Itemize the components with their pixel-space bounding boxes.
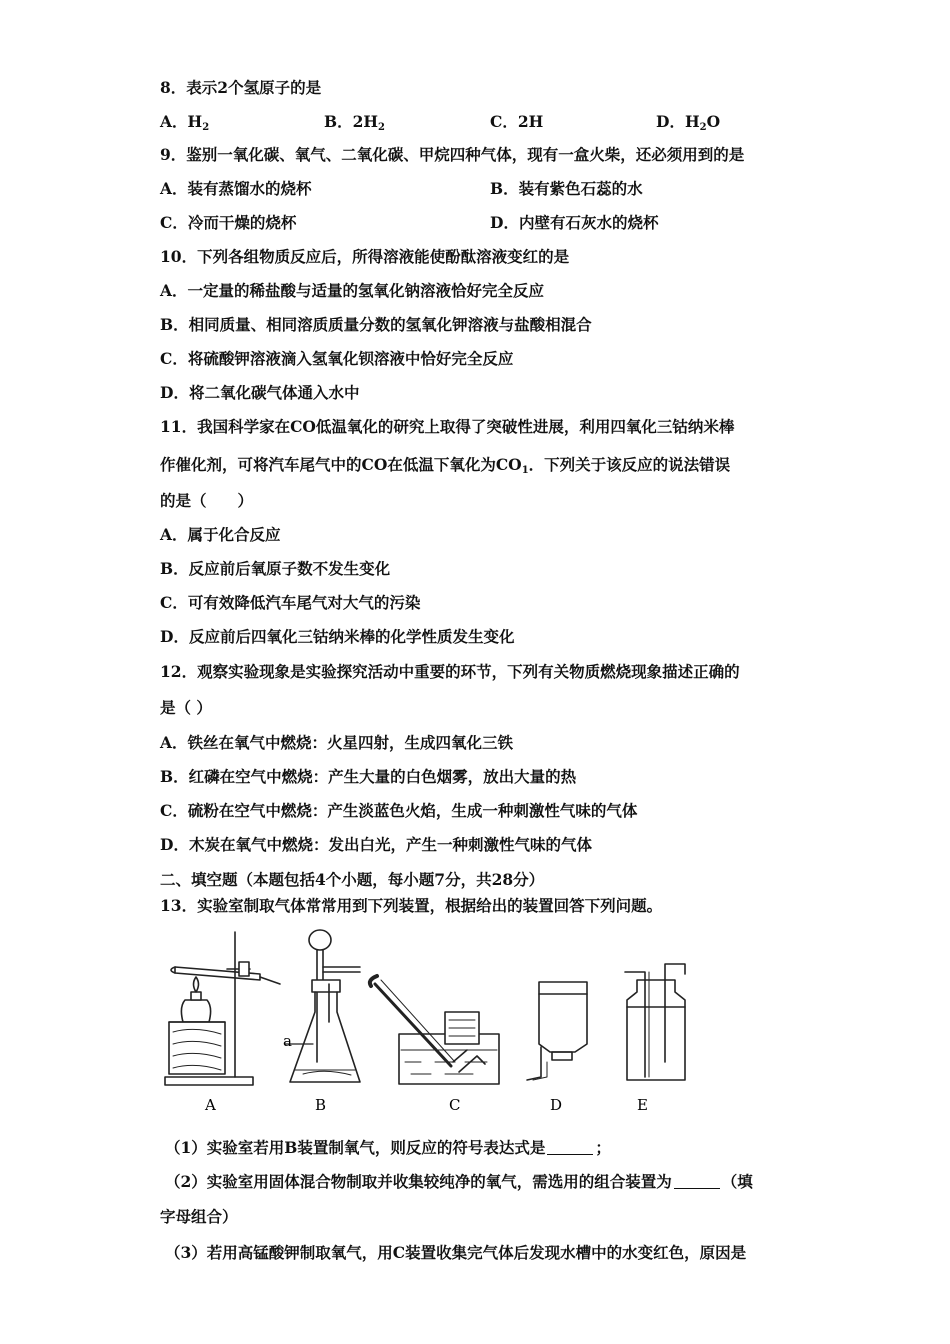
q9-option-a: A．装有蒸馏水的烧杯: [160, 179, 312, 198]
section-heading: 二、填空题（本题包括4个小题，每小题7分，共28分）: [160, 870, 545, 889]
apparatus-b: [285, 930, 360, 1082]
q9-option-d: D．内壁有石灰水的烧杯: [490, 213, 659, 232]
q12-option-d: D．木炭在氧气中燃烧：发出白光，产生一种刺激性气味的气体: [160, 835, 592, 854]
label-a: A: [205, 1096, 216, 1114]
q12-stem-line2: 是（ ）: [160, 698, 212, 717]
q8-stem: 8．表示2个氢原子的是: [160, 78, 322, 97]
q13-sub2: （2）实验室用固体混合物制取并收集较纯净的氧气，需选用的组合装置为 （填: [165, 1172, 753, 1191]
q10-option-a: A．一定量的稀盐酸与适量的氢氧化钠溶液恰好完全反应: [160, 281, 545, 300]
q12-option-a: A．铁丝在氧气中燃烧：火星四射，生成四氧化三铁: [160, 733, 514, 752]
q10-stem: 10．下列各组物质反应后，所得溶液能使酚酞溶液变红的是: [160, 247, 570, 266]
q11-stem-line3: 的是（ ）: [160, 491, 254, 510]
answer-blank-1[interactable]: [547, 1140, 593, 1155]
q9-option-c: C．冷而干燥的烧杯: [160, 213, 297, 232]
q11-stem-line1: 11．我国科学家在CO低温氧化的研究上取得了突破性进展，利用四氧化三钴纳米棒: [160, 417, 735, 436]
label-b: B: [315, 1096, 327, 1114]
tube-label-a: a: [283, 1032, 292, 1050]
q11-option-d: D．反应前后四氧化三钴纳米棒的化学性质发生变化: [160, 627, 515, 646]
q10-option-b: B．相同质量、相同溶质质量分数的氢氧化钾溶液与盐酸相混合: [160, 315, 592, 334]
q8-option-b: B．$2H_2$: [324, 112, 386, 133]
q8-option-c: C．2H: [490, 112, 544, 131]
apparatus-d: [527, 982, 587, 1080]
q10-option-c: C．将硫酸钾溶液滴入氢氧化钡溶液中恰好完全反应: [160, 349, 514, 368]
answer-blank-2[interactable]: [674, 1174, 720, 1189]
q11-option-b: B．反应前后氧原子数不发生变化: [160, 559, 391, 578]
label-d: D: [550, 1096, 563, 1114]
q13-sub2-line2: 字母组合）: [160, 1207, 238, 1226]
q12-option-c: C．硫粉在空气中燃烧：产生淡蓝色火焰，生成一种刺激性气味的气体: [160, 801, 638, 820]
q9-option-b: B．装有紫色石蕊的水: [490, 179, 643, 198]
q8-option-d: D．$H_2O$: [656, 112, 721, 133]
q12-stem-line1: 12．观察实验现象是实验探究活动中重要的环节，下列有关物质燃烧现象描述正确的: [160, 662, 740, 681]
label-e: E: [637, 1096, 648, 1114]
q8-option-a: A．$H_2$: [160, 112, 210, 133]
apparatus-a: [165, 932, 280, 1085]
apparatus-c: [370, 976, 499, 1084]
q13-sub3: （3）若用高锰酸钾制取氧气，用C装置收集完气体后发现水槽中的水变红色，原因是: [165, 1243, 747, 1262]
apparatus-figure: [155, 922, 715, 1117]
q10-option-d: D．将二氧化碳气体通入水中: [160, 383, 360, 402]
label-c: C: [449, 1096, 461, 1114]
q9-stem: 9．鉴别一氧化碳、氧气、二氧化碳、甲烷四种气体，现有一盒火柴，还必须用到的是: [160, 145, 745, 164]
apparatus-e: [625, 964, 685, 1080]
q13-sub1: （1）实验室若用B装置制氧气，则反应的符号表达式是 ；: [165, 1138, 611, 1157]
q11-option-a: A．属于化合反应: [160, 525, 281, 544]
q11-stem-line2: 作催化剂，可将汽车尾气中的CO在低温下氧化为$CO_1$．下列关于该反应的说法错误: [160, 455, 731, 476]
q12-option-b: B．红磷在空气中燃烧：产生大量的白色烟雾，放出大量的热: [160, 767, 577, 786]
q13-stem: 13．实验室制取气体常常用到下列装置，根据给出的装置回答下列问题。: [160, 896, 663, 915]
q11-option-c: C．可有效降低汽车尾气对大气的污染: [160, 593, 421, 612]
